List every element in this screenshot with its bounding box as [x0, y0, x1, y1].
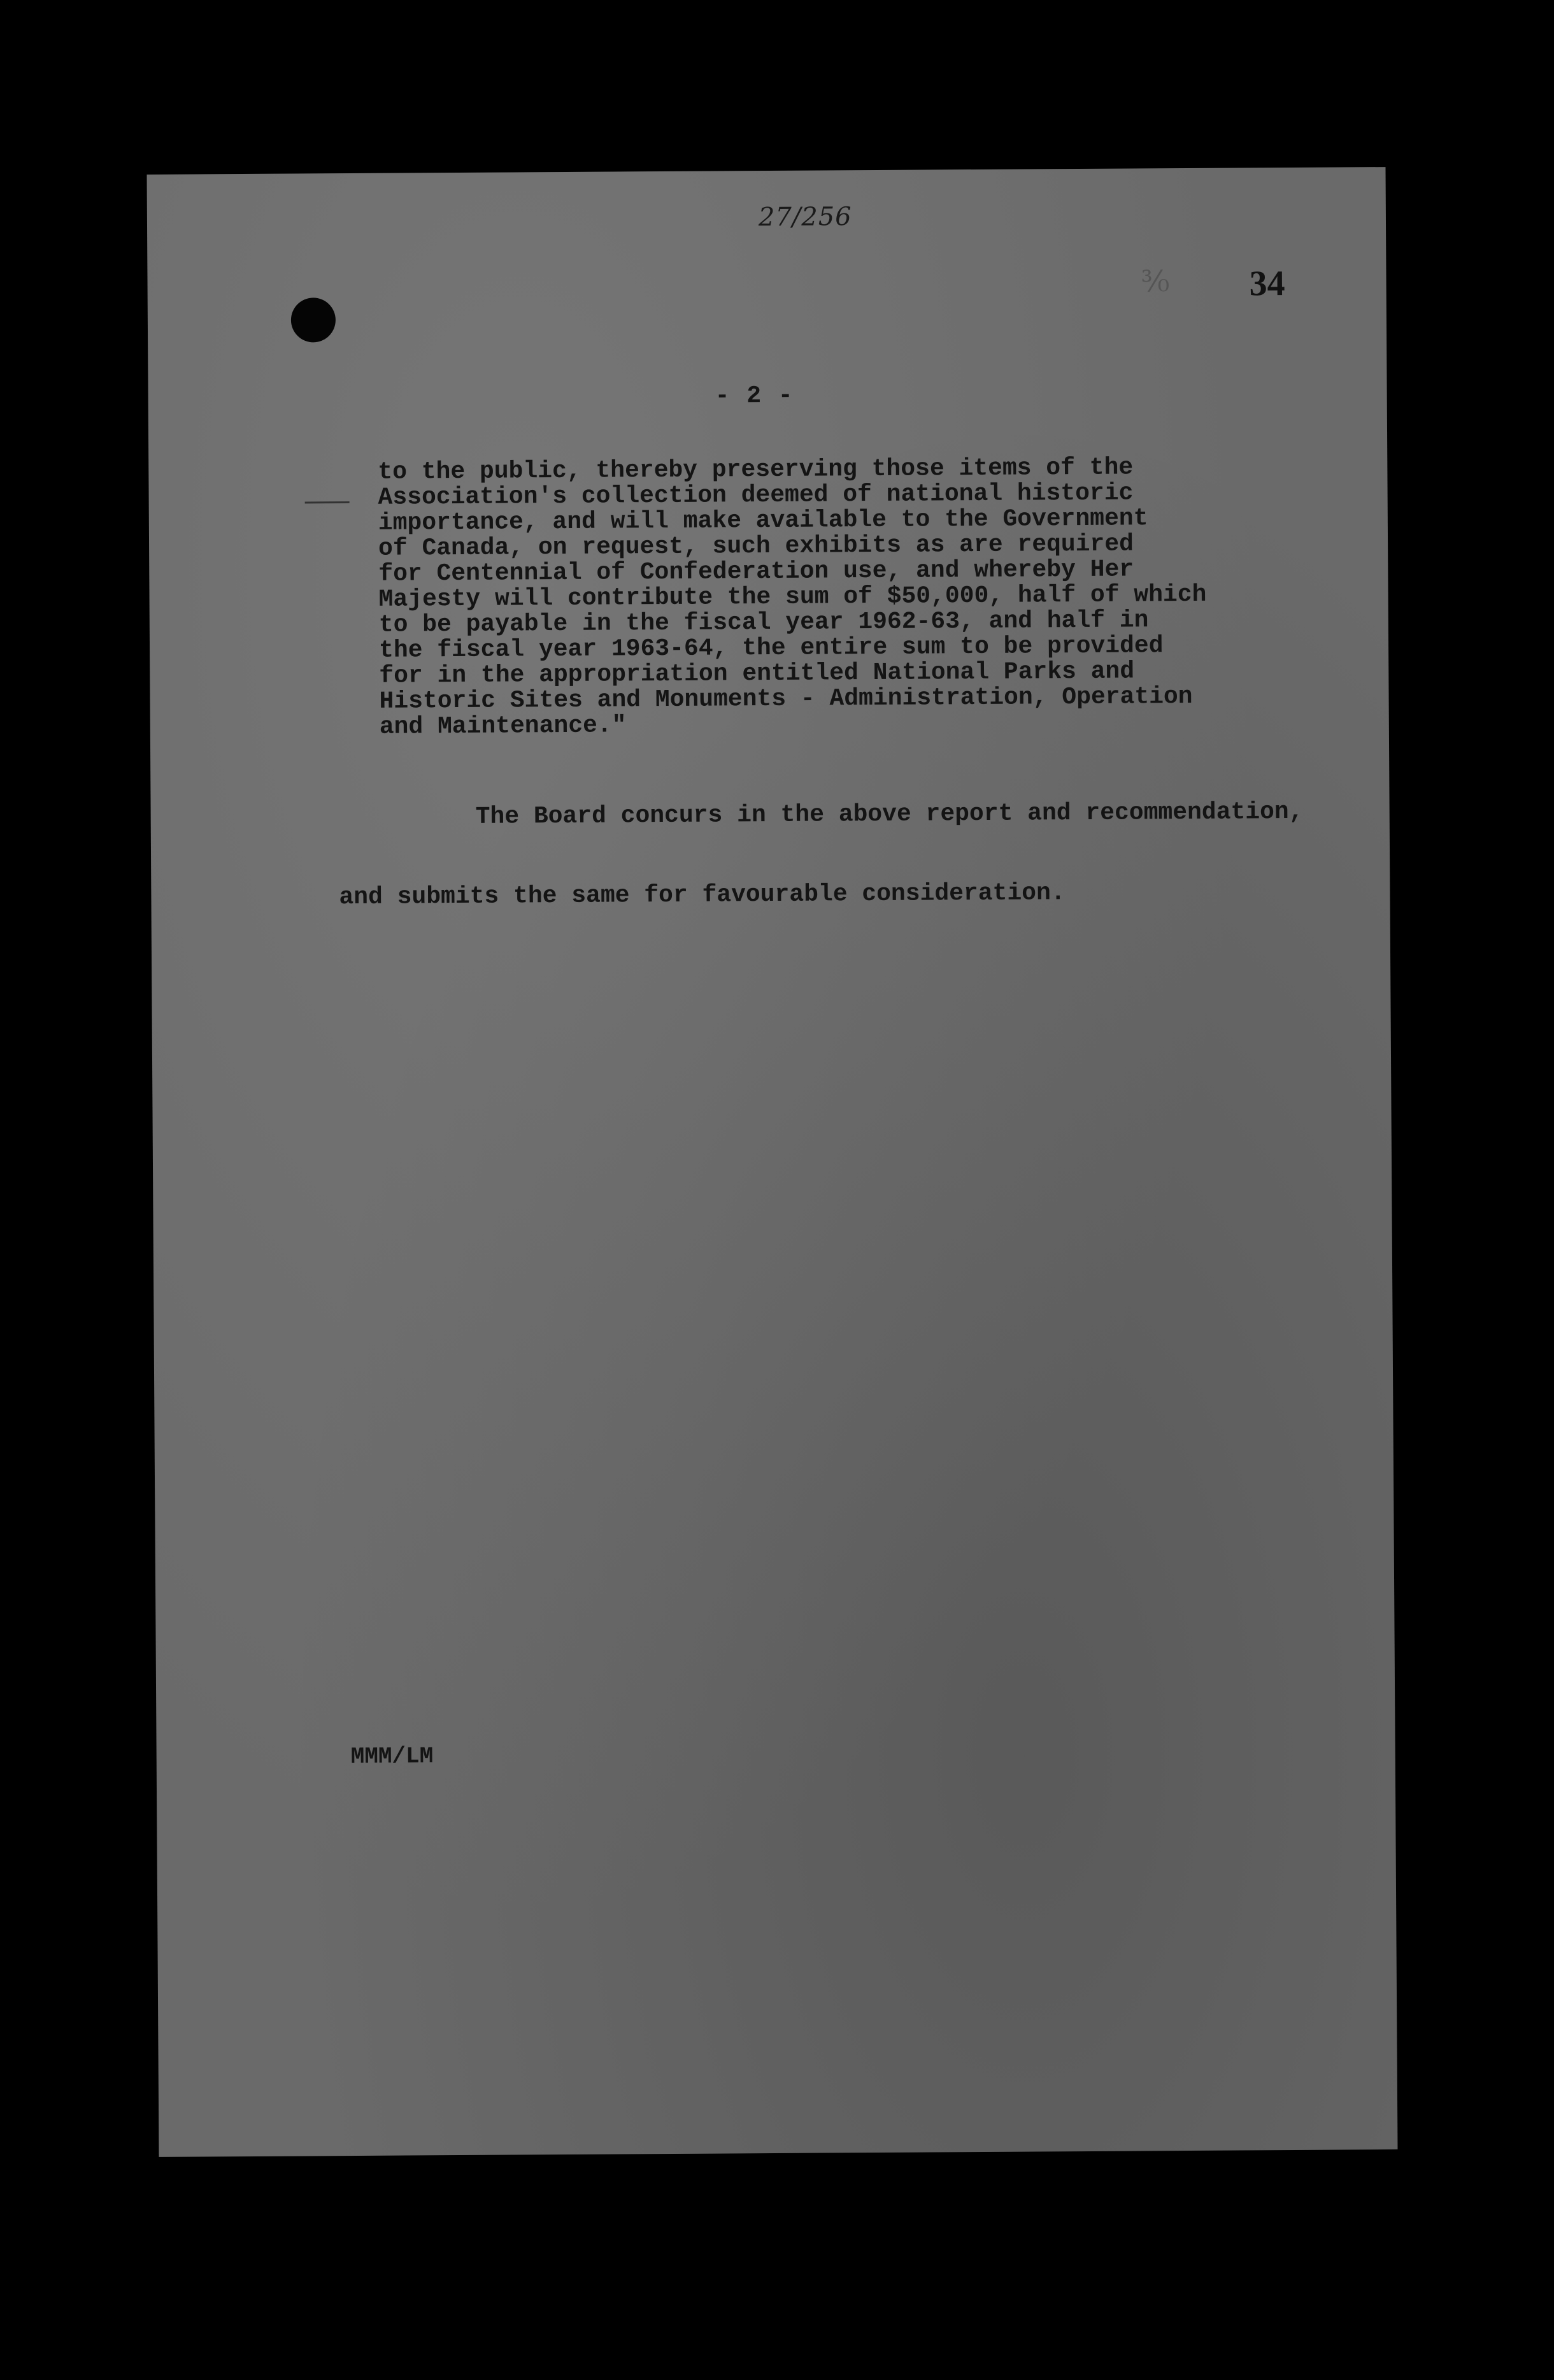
quote-line: to the public, thereby preserving those items of the [378, 454, 1134, 486]
board-concurrence-line: The Board concurs in the above report and recommendation, [475, 798, 1304, 831]
quote-line: importance, and will make available to the Government [378, 505, 1148, 537]
margin-mark [305, 501, 350, 503]
document-page [147, 167, 1398, 2157]
quote-line: Historic Sites and Monuments - Administration, Operation [379, 682, 1193, 715]
quote-line: Majesty will contribute the sum of $50,000, half of which [378, 580, 1207, 613]
quote-line: for in the appropriation entitled National Parks and [379, 657, 1135, 690]
typist-initials: MMM/LM [350, 1743, 434, 1770]
faint-stamp-mark: ³⁄₀ [1141, 264, 1170, 299]
quote-line: for Centennial of Confederation use, and whereby Her [378, 556, 1134, 588]
quote-line: the fiscal year 1963-64, the entire sum to be provided [378, 632, 1164, 664]
page-marker: - 2 - [715, 382, 794, 410]
quote-line: and Maintenance." [379, 712, 627, 741]
punch-hole [291, 298, 336, 342]
quoted-recommendation [378, 454, 1322, 740]
quote-line: to be payable in the fiscal year 1962-63, and half in [378, 606, 1149, 639]
handwritten-reference: 27/256 [758, 202, 852, 233]
quote-line: Association's collection deemed of national historic [378, 479, 1134, 512]
quote-line: of Canada, on request, such exhibits as are required [378, 530, 1134, 563]
submission-line: and submits the same for favourable consideration. [339, 879, 1066, 912]
page-number: 34 [1249, 264, 1285, 304]
